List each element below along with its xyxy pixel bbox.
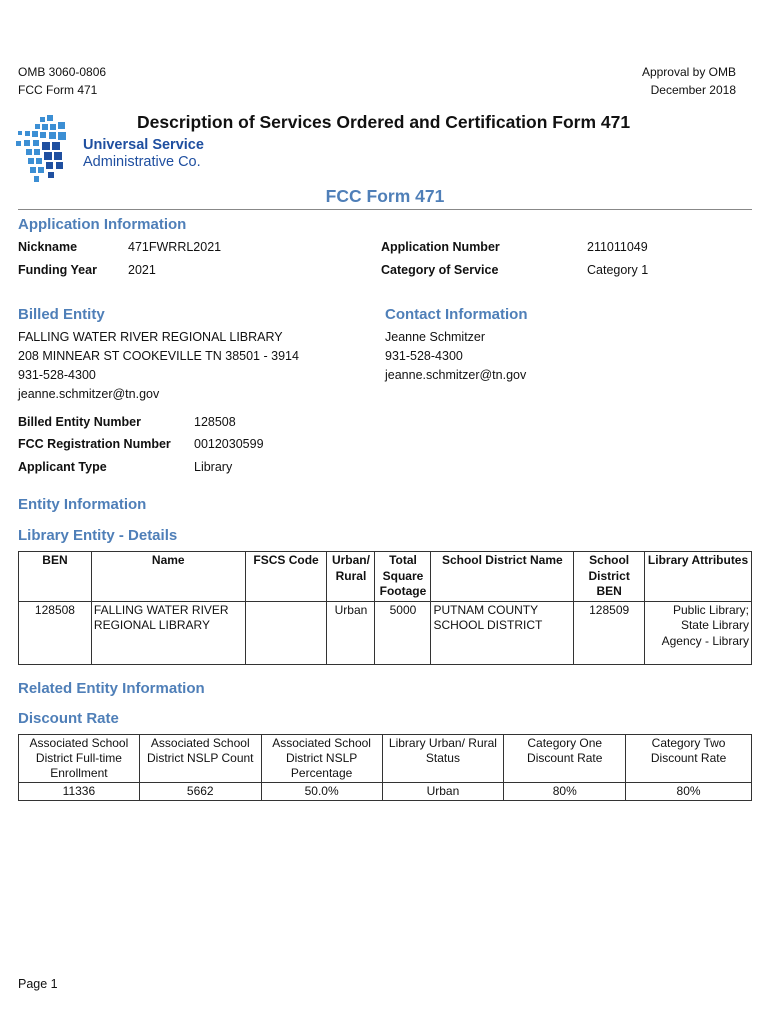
applicant-type-label: Applicant Type <box>18 460 107 474</box>
billed-entity-email: jeanne.schmitzer@tn.gov <box>18 387 160 401</box>
cell-name: FALLING WATER RIVER REGIONAL LIBRARY <box>91 601 245 664</box>
nickname-value: 471FWRRL2021 <box>128 240 222 254</box>
divider <box>18 209 752 210</box>
ben-label: Billed Entity Number <box>18 415 141 429</box>
related-entity-heading: Related Entity Information <box>18 680 205 697</box>
library-entity-table <box>18 551 752 665</box>
cell-ben: 128508 <box>19 601 92 664</box>
disc-urban-rural: Urban <box>382 783 504 801</box>
discount-rate-table <box>18 734 752 801</box>
disc-nslp-pct: 50.0% <box>261 783 382 801</box>
col-district-ben: School District BEN <box>574 552 645 602</box>
omb-number: OMB 3060-0806 <box>18 65 107 79</box>
disc-cat2: 80% <box>626 783 752 801</box>
usac-logo-icon <box>16 115 78 185</box>
app-number-value: 211011049 <box>587 240 648 254</box>
funding-year-value: 2021 <box>128 263 156 277</box>
billed-entity-name: FALLING WATER RIVER REGIONAL LIBRARY <box>18 330 283 344</box>
cell-district: PUTNAM COUNTY SCHOOL DISTRICT <box>431 601 574 664</box>
cell-urban-rural: Urban <box>327 601 375 664</box>
nickname-label: Nickname <box>18 240 78 254</box>
discount-header-row <box>19 735 752 783</box>
billed-entity-heading: Billed Entity <box>18 306 105 323</box>
table-row <box>19 783 752 801</box>
disc-nslp-count: 5662 <box>139 783 261 801</box>
approval-text: Approval by OMB <box>641 65 736 79</box>
page-number: Page 1 <box>18 977 58 991</box>
contact-phone: 931-528-4300 <box>385 349 463 363</box>
category-label: Category of Service <box>381 263 499 277</box>
logo-line1: Universal Service <box>83 137 204 153</box>
disc-col-nslp-count: Associated School District NSLP Count <box>139 735 261 783</box>
library-details-heading: Library Entity - Details <box>18 527 178 544</box>
discount-rate-heading: Discount Rate <box>18 710 119 727</box>
table-row <box>19 601 752 664</box>
applicant-type-value: Library <box>194 460 233 474</box>
disc-enrollment: 11336 <box>19 783 140 801</box>
billed-entity-address: 208 MINNEAR ST COOKEVILLE TN 38501 - 3914 <box>18 349 299 363</box>
disc-col-nslp-pct: Associated School District NSLP Percentage <box>261 735 382 783</box>
col-name: Name <box>91 552 245 602</box>
funding-year-label: Funding Year <box>18 263 97 277</box>
cell-district-ben: 128509 <box>574 601 645 664</box>
col-urban-rural: Urban/ Rural <box>327 552 375 602</box>
cell-attributes: Public Library; State Library Agency - Library <box>645 601 752 664</box>
col-sqft: Total Square Footage <box>375 552 431 602</box>
contact-heading: Contact Information <box>385 306 528 323</box>
form-label: FCC Form 471 <box>18 83 98 97</box>
ben-value: 128508 <box>194 415 236 429</box>
app-number-label: Application Number <box>381 240 500 254</box>
disc-col-enrollment: Associated School District Full-time Enrollment <box>19 735 140 783</box>
fcc-reg-value: 0012030599 <box>194 437 264 451</box>
application-heading: Application Information <box>18 216 187 233</box>
logo-line2: Administrative Co. <box>83 154 201 170</box>
col-fscs: FSCS Code <box>245 552 327 602</box>
fcc-reg-label: FCC Registration Number <box>18 437 171 451</box>
category-value: Category 1 <box>587 263 649 277</box>
approval-date: December 2018 <box>650 83 736 97</box>
cell-fscs <box>245 601 327 664</box>
col-attributes: Library Attributes <box>645 552 752 602</box>
col-district: School District Name <box>431 552 574 602</box>
disc-col-cat1: Category One Discount Rate <box>504 735 626 783</box>
table-header-row <box>19 552 752 602</box>
cell-sqft: 5000 <box>375 601 431 664</box>
page-title: Description of Services Ordered and Certification Form 471 <box>137 112 631 132</box>
col-ben: BEN <box>19 552 92 602</box>
billed-entity-phone: 931-528-4300 <box>18 368 96 382</box>
form-heading: FCC Form 471 <box>325 186 445 206</box>
entity-info-heading: Entity Information <box>18 496 147 513</box>
contact-name: Jeanne Schmitzer <box>385 330 486 344</box>
disc-col-cat2: Category Two Discount Rate <box>626 735 752 783</box>
disc-cat1: 80% <box>504 783 626 801</box>
disc-col-urban-rural: Library Urban/ Rural Status <box>382 735 504 783</box>
contact-email: jeanne.schmitzer@tn.gov <box>385 368 527 382</box>
